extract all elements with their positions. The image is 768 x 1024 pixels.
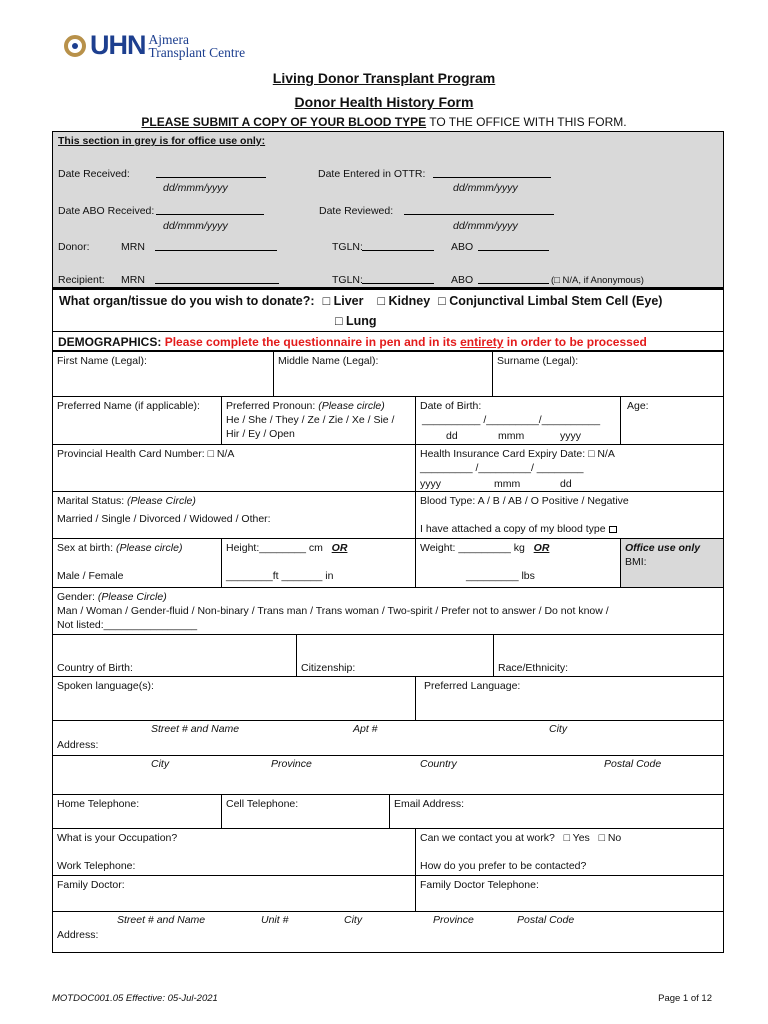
middle-name-field[interactable]: Middle Name (Legal):	[273, 351, 493, 397]
recipient-mrn-field[interactable]	[155, 274, 279, 287]
age-field[interactable]: Age:	[620, 396, 724, 445]
date-abo-format: dd/mmm/yyyy	[163, 220, 228, 232]
blood-copy-checkbox[interactable]	[609, 526, 617, 533]
height-field[interactable]: Height:________ cm OR ________ft _______ in	[221, 538, 416, 588]
date-reviewed-field[interactable]	[404, 205, 554, 218]
health-card-na-checkbox[interactable]: □ N/A	[207, 448, 235, 460]
program-title: Living Donor Transplant Program	[272, 70, 496, 86]
family-doctor-field[interactable]: Family Doctor:	[52, 875, 416, 912]
cell-telephone-field[interactable]: Cell Telephone:	[221, 794, 390, 829]
doctor-address-field[interactable]: Street # and Name Unit # City Province Postal Code Address:	[52, 911, 724, 953]
logo-brand: UHN	[90, 29, 146, 60]
date-abo-field[interactable]	[156, 205, 264, 218]
submit-instruction: PLEASE SUBMIT A COPY OF YOUR BLOOD TYPE TO THE OFFICE WITH THIS FORM.	[141, 115, 627, 129]
sex-at-birth-field[interactable]: Sex at birth: (Please circle) Male / Female	[52, 538, 222, 588]
health-card-field[interactable]: Provincial Health Card Number: □ N/A	[52, 444, 416, 492]
weight-field[interactable]: Weight: _________ kg OR _________ lbs	[415, 538, 621, 588]
organ-question: What organ/tissue do you wish to donate?: □ Liver □ Kidney □ Conjunctival Limbal Stem Cell (Eye)	[59, 294, 663, 308]
recipient-tgln-label: TGLN:	[332, 274, 363, 286]
race-ethnicity-field[interactable]: Race/Ethnicity:	[493, 634, 724, 677]
demographics-heading: DEMOGRAPHICS:	[58, 335, 162, 349]
date-entered-label: Date Entered in OTTR:	[318, 168, 426, 180]
donor-tgln-field[interactable]	[362, 241, 434, 254]
date-entered-field[interactable]	[433, 168, 551, 181]
home-telephone-field[interactable]: Home Telephone:	[52, 794, 222, 829]
date-of-birth-field[interactable]: Date of Birth: __________ /_________/__________ dd mmm yyyy	[415, 396, 621, 445]
contact-at-work-field[interactable]: Can we contact you at work? □ Yes □ No How do you prefer to be contacted?	[415, 828, 724, 876]
occupation-field[interactable]: What is your Occupation? Work Telephone:	[52, 828, 416, 876]
donor-tgln-label: TGLN:	[332, 241, 363, 253]
footer-doc-id: MOTDOC001.05 Effective: 05-Jul-2021	[52, 993, 218, 1004]
recipient-abo-label: ABO	[451, 274, 474, 286]
insurance-na-checkbox[interactable]: □ N/A	[588, 448, 615, 460]
address-line-2[interactable]: City Province Country Postal Code	[52, 755, 724, 795]
demographics-header	[52, 332, 724, 351]
pronoun-field[interactable]: Preferred Pronoun: (Please circle) He / She / They / Ze / Zie / Xe / Sie / Hir / Ey / Open	[221, 396, 416, 445]
donor-abo-field[interactable]	[478, 241, 549, 254]
uhn-logo	[62, 28, 245, 62]
donor-abo-label: ABO	[451, 241, 474, 253]
organ-question-row	[52, 288, 724, 332]
date-abo-label: Date ABO Received:	[58, 205, 155, 217]
blood-type-field[interactable]: Blood Type: A / B / AB / O Positive / Negative I have attached a copy of my blood type	[415, 491, 724, 539]
preferred-language-field[interactable]: Preferred Language:	[415, 676, 724, 721]
contact-no-checkbox[interactable]: □ No	[598, 832, 622, 844]
date-reviewed-format: dd/mmm/yyyy	[453, 220, 518, 232]
logo-subtitle: Ajmera Transplant Centre	[148, 31, 246, 60]
date-entered-format: dd/mmm/yyyy	[453, 182, 518, 194]
preferred-name-field[interactable]: Preferred Name (if applicable):	[52, 396, 222, 445]
date-received-field[interactable]	[156, 168, 266, 181]
form-title: Donor Health History Form	[294, 94, 474, 110]
donor-mrn-label: MRN	[121, 241, 145, 253]
address-line-1[interactable]: Street # and Name Apt # City Address:	[52, 720, 724, 756]
gender-field[interactable]: Gender: (Please Circle) Man / Woman / Gender-fluid / Non-binary / Trans man / Trans woman / Two-spirit / Prefer not to answer / Do not know / Not listed:________________	[52, 587, 724, 635]
recipient-na-anonymous[interactable]: (□ N/A, if Anonymous)	[551, 275, 644, 286]
organ-kidney-checkbox[interactable]: □ Kidney	[377, 294, 431, 308]
contact-yes-checkbox[interactable]: □ Yes	[563, 832, 590, 844]
office-bmi-cell: Office use only BMI:	[620, 538, 724, 588]
date-reviewed-label: Date Reviewed:	[319, 205, 394, 217]
organ-eye-checkbox[interactable]: □ Conjunctival Limbal Stem Cell (Eye)	[438, 294, 663, 308]
recipient-tgln-field[interactable]	[362, 274, 434, 287]
organ-liver-checkbox[interactable]: □ Liver	[322, 294, 364, 308]
donor-mrn-field[interactable]	[155, 241, 277, 254]
demographics-note: Please complete the questionnaire in pen and in its entirety in order to be processed	[164, 335, 647, 349]
organ-lung-checkbox[interactable]: □ Lung	[335, 314, 377, 328]
citizenship-field[interactable]: Citizenship:	[296, 634, 494, 677]
spoken-language-field[interactable]: Spoken language(s):	[52, 676, 416, 721]
family-doctor-telephone-field[interactable]: Family Doctor Telephone:	[415, 875, 724, 912]
uhn-swoosh-icon	[62, 32, 88, 58]
recipient-mrn-label: MRN	[121, 274, 145, 286]
donor-label: Donor:	[58, 241, 90, 253]
date-received-label: Date Received:	[58, 168, 130, 180]
email-field[interactable]: Email Address:	[389, 794, 724, 829]
office-use-heading: This section in grey is for office use only:	[58, 135, 266, 147]
country-of-birth-field[interactable]: Country of Birth:	[52, 634, 297, 677]
date-received-format: dd/mmm/yyyy	[163, 182, 228, 194]
office-use-section	[52, 131, 724, 288]
marital-status-field[interactable]: Marital Status: (Please Circle) Married / Single / Divorced / Widowed / Other:	[52, 491, 416, 539]
first-name-field[interactable]: First Name (Legal):	[52, 351, 274, 397]
insurance-expiry-field[interactable]: Health Insurance Card Expiry Date: □ N/A _________ /_________/ ________ yyyy mmm dd	[415, 444, 724, 492]
surname-field[interactable]: Surname (Legal):	[492, 351, 724, 397]
recipient-label: Recipient:	[58, 274, 105, 286]
recipient-abo-field[interactable]	[478, 274, 549, 287]
footer-page-number: Page 1 of 12	[658, 993, 712, 1004]
